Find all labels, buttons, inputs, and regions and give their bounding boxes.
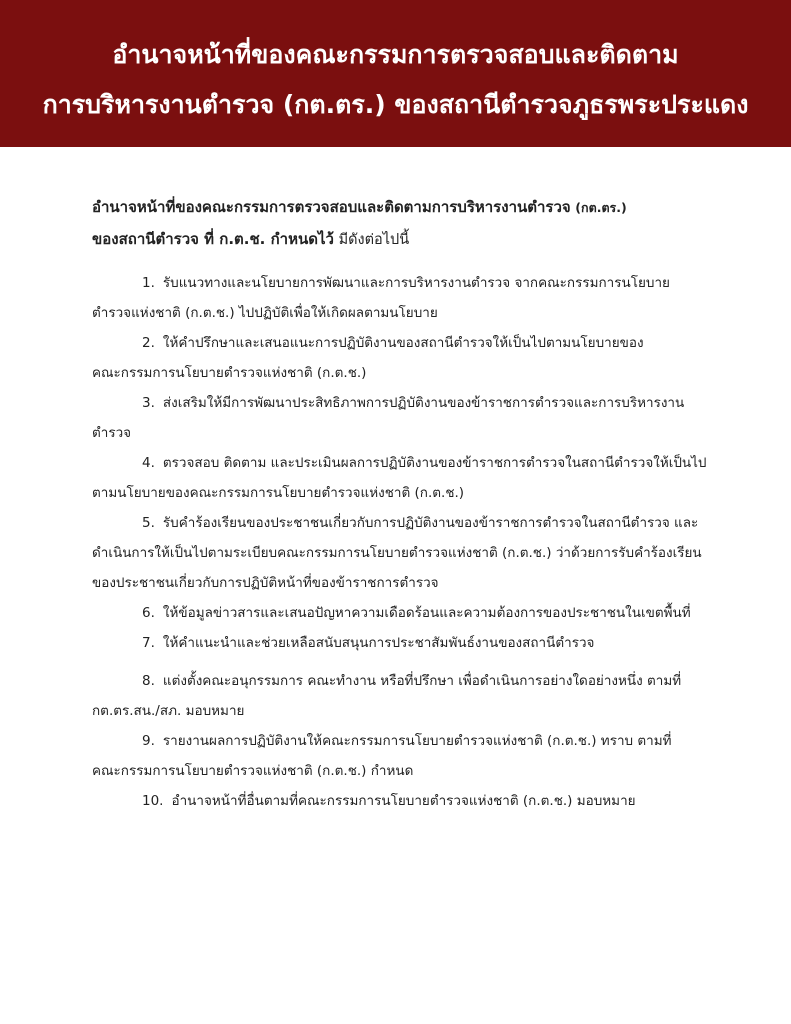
- duty-text: ให้คำแนะนำและช่วยเหลือสนับสนุนการประชาสัมพันธ์งานของสถานีตำรวจ: [162, 635, 595, 651]
- intro-heading-continued: ของสถานีตำรวจ ที่ ก.ต.ช. กำหนดไว้: [92, 230, 334, 248]
- duty-number: 10.: [142, 793, 164, 809]
- duty-number: 3.: [142, 395, 155, 411]
- duty-number: 5.: [142, 515, 155, 531]
- duty-item-10: [92, 786, 742, 816]
- intro-paragraph: [92, 192, 742, 256]
- duty-text-continued: ตามนโยบายของคณะกรรมการนโยบายตำรวจแห่งชาติ (ก.ต.ช.): [92, 485, 465, 501]
- duty-item-8: [92, 666, 742, 726]
- duty-text: อำนาจหน้าที่อื่นตามที่คณะกรรมการนโยบายตำรวจแห่งชาติ (ก.ต.ช.) มอบหมาย: [171, 793, 636, 809]
- duty-text-continued: ดำเนินการให้เป็นไปตามระเบียบคณะกรรมการนโยบายตำรวจแห่งชาติ (ก.ต.ช.) ว่าด้วยการรับคำร้องเรียน: [92, 545, 702, 561]
- banner-title-line-1: อำนาจหน้าที่ของคณะกรรมการตรวจสอบและติดตาม: [112, 40, 679, 69]
- duty-text: ตรวจสอบ ติดตาม และประเมินผลการปฏิบัติงานของข้าราชการตำรวจในสถานีตำรวจให้เป็นไป: [162, 455, 707, 471]
- duty-text: ให้คำปรึกษาและเสนอแนะการปฏิบัติงานของสถานีตำรวจให้เป็นไปตามนโยบายของ: [162, 335, 644, 351]
- duty-number: 1.: [142, 275, 155, 291]
- document-body: [92, 192, 742, 816]
- banner-title-line-2: การบริหารงานตำรวจ (กต.ตร.) ของสถานีตำรวจภูธรพระประแดง: [42, 90, 749, 119]
- duty-text: แต่งตั้งคณะอนุกรรมการ คณะทำงาน หรือที่ปรึกษา เพื่อดำเนินการอย่างใดอย่างหนึ่ง ตามที่: [162, 673, 682, 689]
- duty-text: รับแนวทางและนโยบายการพัฒนาและการบริหารงานตำรวจ จากคณะกรรมการนโยบาย: [162, 275, 670, 291]
- header-banner: [0, 0, 791, 147]
- duty-text-continued: ตำรวจ: [92, 425, 132, 441]
- duty-text-continued: คณะกรรมการนโยบายตำรวจแห่งชาติ (ก.ต.ช.): [92, 365, 367, 381]
- duty-text-continued: คณะกรรมการนโยบายตำรวจแห่งชาติ (ก.ต.ช.) กำหนด: [92, 763, 414, 779]
- duty-text-continued: ตำรวจแห่งชาติ (ก.ต.ช.) ไปปฏิบัติเพื่อให้เกิดผลตามนโยบาย: [92, 305, 438, 321]
- duty-item-6: [92, 598, 742, 628]
- intro-suffix: มีดังต่อไปนี้: [338, 232, 410, 248]
- duty-text-continued-2: ของประชาชนเกี่ยวกับการปฏิบัติหน้าที่ของข้าราชการตำรวจ: [92, 575, 439, 591]
- duty-item-1: [92, 268, 742, 328]
- duty-number: 7.: [142, 635, 155, 651]
- duty-item-2: [92, 328, 742, 388]
- duty-text: ให้ข้อมูลข่าวสารและเสนอปัญหาความเดือดร้อนและความต้องการของประชาชนในเขตพื้นที่: [162, 605, 691, 621]
- duty-number: 9.: [142, 733, 155, 749]
- duty-item-5: [92, 508, 742, 598]
- duty-number: 4.: [142, 455, 155, 471]
- duty-number: 2.: [142, 335, 155, 351]
- duty-number: 8.: [142, 673, 155, 689]
- duties-list: [92, 268, 742, 816]
- duty-text: ส่งเสริมให้มีการพัฒนาประสิทธิภาพการปฏิบัติงานของข้าราชการตำรวจและการบริหารงาน: [162, 395, 685, 411]
- duty-item-4: [92, 448, 742, 508]
- intro-heading: อำนาจหน้าที่ของคณะกรรมการตรวจสอบและติดตามการบริหารงานตำรวจ: [92, 198, 571, 216]
- duty-text-continued: กต.ตร.สน./สภ. มอบหมาย: [92, 703, 245, 719]
- duty-text: รายงานผลการปฏิบัติงานให้คณะกรรมการนโยบายตำรวจแห่งชาติ (ก.ต.ช.) ทราบ ตามที่: [162, 733, 672, 749]
- duty-text: รับคำร้องเรียนของประชาชนเกี่ยวกับการปฏิบัติงานของข้าราชการตำรวจในสถานีตำรวจ และ: [162, 515, 699, 531]
- intro-abbreviation: (กต.ตร.): [575, 200, 627, 215]
- duty-item-7: [92, 628, 742, 658]
- duty-item-9: [92, 726, 742, 786]
- duty-number: 6.: [142, 605, 155, 621]
- duty-item-3: [92, 388, 742, 448]
